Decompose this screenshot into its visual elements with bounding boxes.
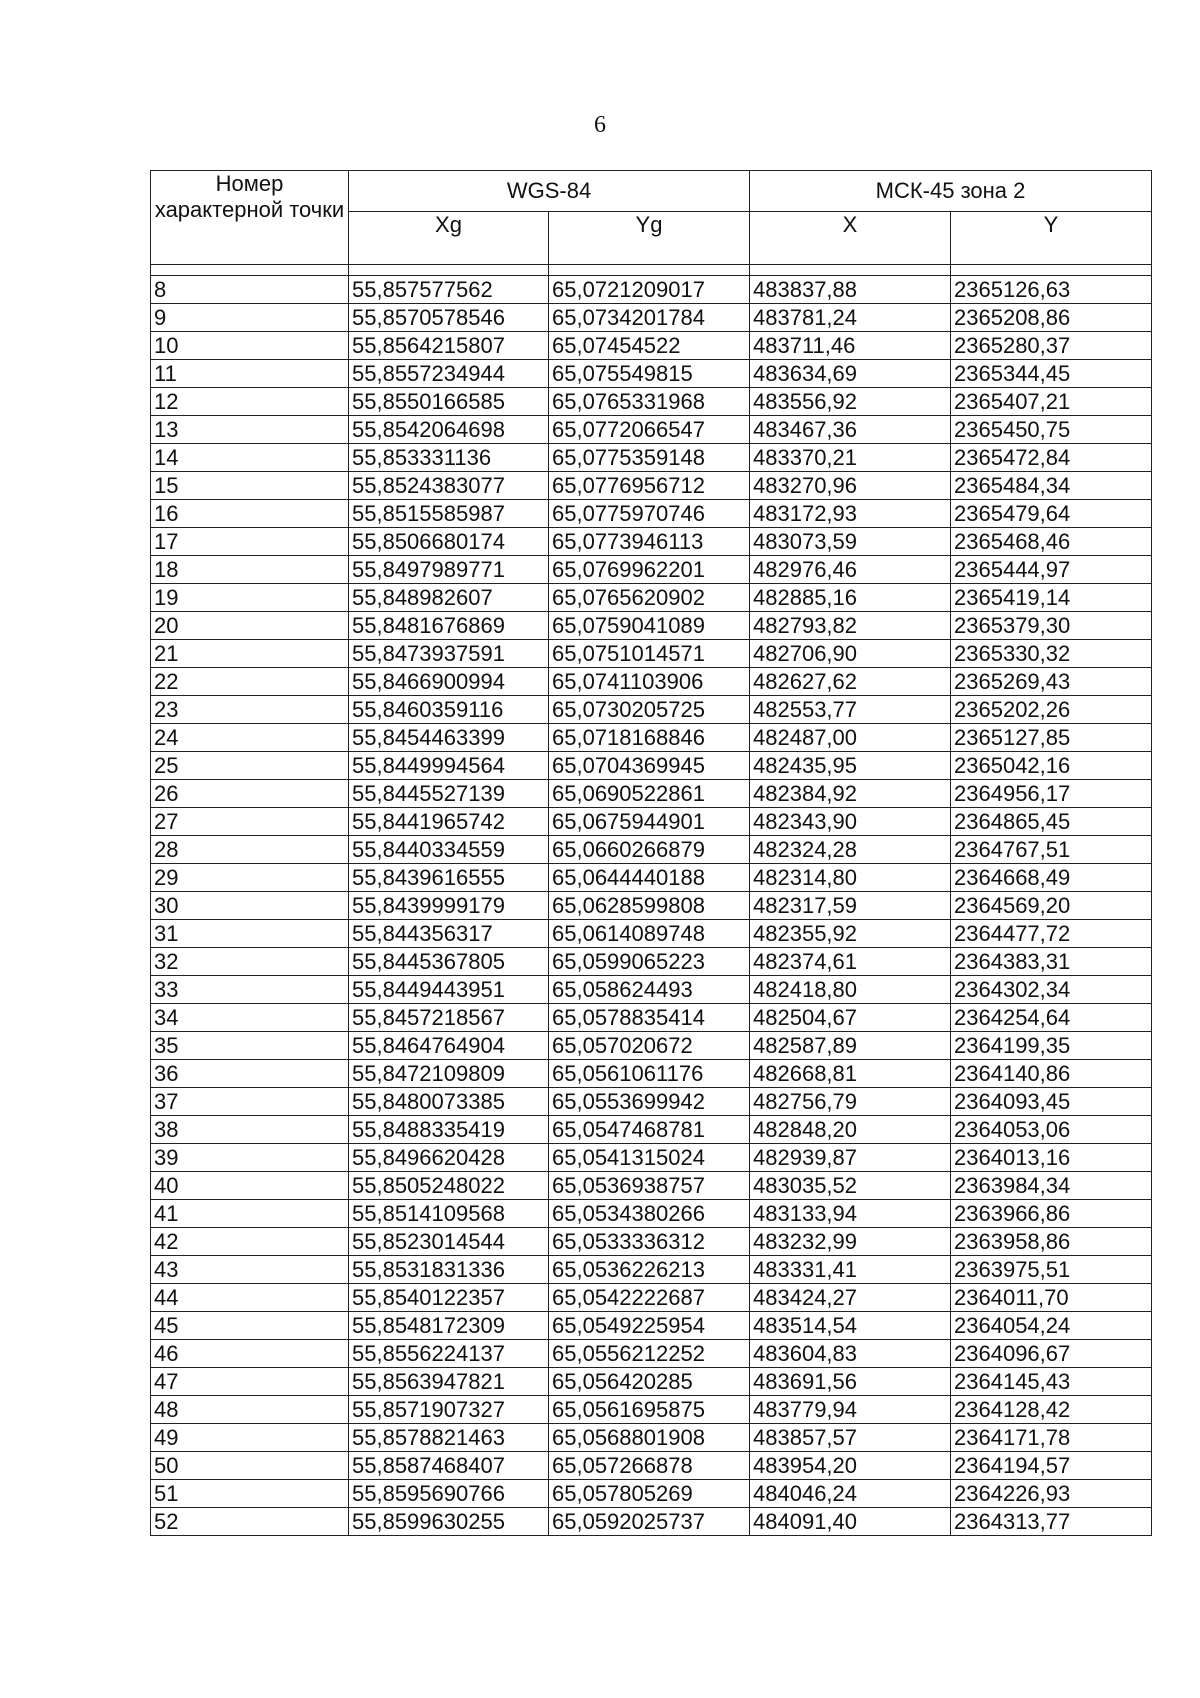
cell-point: 42 <box>151 1228 349 1256</box>
cell-x: 484046,24 <box>750 1480 951 1508</box>
cell-point: 18 <box>151 556 349 584</box>
cell-y: 2363984,34 <box>951 1172 1152 1200</box>
cell-xg: 55,8460359116 <box>349 696 549 724</box>
cell-point: 26 <box>151 780 349 808</box>
cell-yg: 65,0547468781 <box>549 1116 750 1144</box>
table-row <box>151 444 1152 472</box>
cell-xg: 55,8540122357 <box>349 1284 549 1312</box>
cell-xg: 55,8480073385 <box>349 1088 549 1116</box>
table-row <box>151 416 1152 444</box>
cell-yg: 65,0773946113 <box>549 528 750 556</box>
cell-xg: 55,8449994564 <box>349 752 549 780</box>
header-msk45: МСК-45 зона 2 <box>750 171 1152 212</box>
cell-point: 8 <box>151 276 349 304</box>
cell-y: 2364383,31 <box>951 948 1152 976</box>
table-row <box>151 1396 1152 1424</box>
cell-y: 2365127,85 <box>951 724 1152 752</box>
cell-x: 482374,61 <box>750 948 951 976</box>
cell-xg: 55,8505248022 <box>349 1172 549 1200</box>
cell-xg: 55,8481676869 <box>349 612 549 640</box>
cell-point: 9 <box>151 304 349 332</box>
cell-yg: 65,07454522 <box>549 332 750 360</box>
cell-yg: 65,0718168846 <box>549 724 750 752</box>
cell-point: 11 <box>151 360 349 388</box>
cell-point: 41 <box>151 1200 349 1228</box>
cell-y: 2365208,86 <box>951 304 1152 332</box>
cell-x: 482756,79 <box>750 1088 951 1116</box>
cell-point: 38 <box>151 1116 349 1144</box>
table-row <box>151 640 1152 668</box>
cell-point: 14 <box>151 444 349 472</box>
cell-xg: 55,8531831336 <box>349 1256 549 1284</box>
cell-y: 2364569,20 <box>951 892 1152 920</box>
cell-y: 2365379,30 <box>951 612 1152 640</box>
cell-yg: 65,0772066547 <box>549 416 750 444</box>
cell-yg: 65,0534380266 <box>549 1200 750 1228</box>
cell-y: 2365444,97 <box>951 556 1152 584</box>
cell-yg: 65,0592025737 <box>549 1508 750 1536</box>
cell-x: 483781,24 <box>750 304 951 332</box>
table-row <box>151 388 1152 416</box>
cell-yg: 65,0769962201 <box>549 556 750 584</box>
cell-point: 34 <box>151 1004 349 1032</box>
cell-x: 482706,90 <box>750 640 951 668</box>
table-row <box>151 1004 1152 1032</box>
cell-point: 47 <box>151 1368 349 1396</box>
cell-y: 2364668,49 <box>951 864 1152 892</box>
table-row <box>151 696 1152 724</box>
cell-xg: 55,8496620428 <box>349 1144 549 1172</box>
cell-y: 2365407,21 <box>951 388 1152 416</box>
cell-point: 39 <box>151 1144 349 1172</box>
cell-point: 12 <box>151 388 349 416</box>
cell-point: 17 <box>151 528 349 556</box>
table-header <box>151 171 1152 265</box>
cell-x: 483270,96 <box>750 472 951 500</box>
header-point-number: Номер характерной точки <box>151 171 349 265</box>
cell-y: 2364053,06 <box>951 1116 1152 1144</box>
cell-xg: 55,844356317 <box>349 920 549 948</box>
cell-point: 16 <box>151 500 349 528</box>
cell-yg: 65,0614089748 <box>549 920 750 948</box>
cell-point: 10 <box>151 332 349 360</box>
cell-yg: 65,058624493 <box>549 976 750 1004</box>
table-row <box>151 500 1152 528</box>
cell-x: 482504,67 <box>750 1004 951 1032</box>
cell-y: 2364226,93 <box>951 1480 1152 1508</box>
table-row <box>151 472 1152 500</box>
table-row <box>151 724 1152 752</box>
cell-x: 482487,00 <box>750 724 951 752</box>
cell-xg: 55,8445527139 <box>349 780 549 808</box>
cell-x: 482324,28 <box>750 836 951 864</box>
cell-yg: 65,0556212252 <box>549 1340 750 1368</box>
cell-x: 482343,90 <box>750 808 951 836</box>
cell-yg: 65,057266878 <box>549 1452 750 1480</box>
cell-y: 2365042,16 <box>951 752 1152 780</box>
cell-x: 482793,82 <box>750 612 951 640</box>
cell-yg: 65,0536938757 <box>549 1172 750 1200</box>
cell-point: 33 <box>151 976 349 1004</box>
table-row <box>151 612 1152 640</box>
cell-yg: 65,0776956712 <box>549 472 750 500</box>
table-row <box>151 864 1152 892</box>
cell-y: 2363966,86 <box>951 1200 1152 1228</box>
cell-x: 483514,54 <box>750 1312 951 1340</box>
cell-xg: 55,8570578546 <box>349 304 549 332</box>
cell-x: 483779,94 <box>750 1396 951 1424</box>
table-row <box>151 528 1152 556</box>
cell-y: 2364171,78 <box>951 1424 1152 1452</box>
table-row <box>151 1060 1152 1088</box>
cell-yg: 65,0721209017 <box>549 276 750 304</box>
cell-xg: 55,8449443951 <box>349 976 549 1004</box>
cell-x: 482587,89 <box>750 1032 951 1060</box>
table-row <box>151 584 1152 612</box>
cell-yg: 65,0734201784 <box>549 304 750 332</box>
table-row <box>151 1284 1152 1312</box>
table-row <box>151 1312 1152 1340</box>
cell-xg: 55,8473937591 <box>349 640 549 668</box>
table-row <box>151 1480 1152 1508</box>
cell-y: 2364254,64 <box>951 1004 1152 1032</box>
cell-xg: 55,8523014544 <box>349 1228 549 1256</box>
cell-point: 46 <box>151 1340 349 1368</box>
cell-xg: 55,8441965742 <box>349 808 549 836</box>
cell-yg: 65,0568801908 <box>549 1424 750 1452</box>
table-row <box>151 360 1152 388</box>
cell-y: 2364096,67 <box>951 1340 1152 1368</box>
cell-x: 483556,92 <box>750 388 951 416</box>
cell-point: 35 <box>151 1032 349 1060</box>
cell-point: 23 <box>151 696 349 724</box>
coordinates-table <box>150 170 1152 1536</box>
cell-y: 2365269,43 <box>951 668 1152 696</box>
cell-x: 482668,81 <box>750 1060 951 1088</box>
cell-x: 483370,21 <box>750 444 951 472</box>
cell-point: 49 <box>151 1424 349 1452</box>
cell-xg: 55,8556224137 <box>349 1340 549 1368</box>
cell-x: 483133,94 <box>750 1200 951 1228</box>
cell-y: 2363958,86 <box>951 1228 1152 1256</box>
cell-yg: 65,0775359148 <box>549 444 750 472</box>
cell-yg: 65,0578835414 <box>549 1004 750 1032</box>
cell-x: 482418,80 <box>750 976 951 1004</box>
cell-x: 483073,59 <box>750 528 951 556</box>
cell-point: 13 <box>151 416 349 444</box>
header-yg: Yg <box>549 212 750 265</box>
cell-x: 483857,57 <box>750 1424 951 1452</box>
cell-xg: 55,8439616555 <box>349 864 549 892</box>
cell-x: 482355,92 <box>750 920 951 948</box>
cell-point: 48 <box>151 1396 349 1424</box>
header-wgs84: WGS-84 <box>349 171 750 212</box>
table-row <box>151 808 1152 836</box>
cell-xg: 55,8514109568 <box>349 1200 549 1228</box>
table-row <box>151 276 1152 304</box>
cell-point: 32 <box>151 948 349 976</box>
cell-x: 482627,62 <box>750 668 951 696</box>
cell-x: 482384,92 <box>750 780 951 808</box>
cell-point: 15 <box>151 472 349 500</box>
cell-xg: 55,8548172309 <box>349 1312 549 1340</box>
cell-point: 22 <box>151 668 349 696</box>
cell-xg: 55,8542064698 <box>349 416 549 444</box>
cell-yg: 65,056420285 <box>549 1368 750 1396</box>
table-row <box>151 976 1152 1004</box>
cell-xg: 55,8571907327 <box>349 1396 549 1424</box>
table-row <box>151 556 1152 584</box>
table-row <box>151 332 1152 360</box>
table-row <box>151 1452 1152 1480</box>
cell-y: 2364956,17 <box>951 780 1152 808</box>
cell-xg: 55,8578821463 <box>349 1424 549 1452</box>
table-row <box>151 1368 1152 1396</box>
cell-y: 2363975,51 <box>951 1256 1152 1284</box>
table-row <box>151 1256 1152 1284</box>
cell-xg: 55,8457218567 <box>349 1004 549 1032</box>
table-row <box>151 668 1152 696</box>
table-row <box>151 1424 1152 1452</box>
cell-point: 43 <box>151 1256 349 1284</box>
cell-yg: 65,0775970746 <box>549 500 750 528</box>
table-row <box>151 304 1152 332</box>
cell-xg: 55,8497989771 <box>349 556 549 584</box>
table-row <box>151 1228 1152 1256</box>
cell-xg: 55,8466900994 <box>349 668 549 696</box>
table-row <box>151 1340 1152 1368</box>
cell-y: 2365472,84 <box>951 444 1152 472</box>
table-row <box>151 1144 1152 1172</box>
cell-y: 2364199,35 <box>951 1032 1152 1060</box>
cell-xg: 55,8515585987 <box>349 500 549 528</box>
table-row <box>151 1200 1152 1228</box>
cell-xg: 55,8488335419 <box>349 1116 549 1144</box>
cell-point: 44 <box>151 1284 349 1312</box>
cell-y: 2364194,57 <box>951 1452 1152 1480</box>
cell-x: 483232,99 <box>750 1228 951 1256</box>
cell-xg: 55,8464764904 <box>349 1032 549 1060</box>
cell-y: 2365484,34 <box>951 472 1152 500</box>
cell-yg: 65,0675944901 <box>549 808 750 836</box>
cell-x: 484091,40 <box>750 1508 951 1536</box>
cell-yg: 65,0542222687 <box>549 1284 750 1312</box>
cell-y: 2364128,42 <box>951 1396 1152 1424</box>
cell-xg: 55,8564215807 <box>349 332 549 360</box>
cell-y: 2364302,34 <box>951 976 1152 1004</box>
cell-yg: 65,0561061176 <box>549 1060 750 1088</box>
cell-y: 2365344,45 <box>951 360 1152 388</box>
cell-yg: 65,0561695875 <box>549 1396 750 1424</box>
cell-point: 21 <box>151 640 349 668</box>
table-row <box>151 780 1152 808</box>
cell-xg: 55,8599630255 <box>349 1508 549 1536</box>
cell-x: 483331,41 <box>750 1256 951 1284</box>
cell-x: 483424,27 <box>750 1284 951 1312</box>
cell-yg: 65,0660266879 <box>549 836 750 864</box>
cell-xg: 55,8454463399 <box>349 724 549 752</box>
cell-y: 2364013,16 <box>951 1144 1152 1172</box>
table-row <box>151 752 1152 780</box>
cell-xg: 55,857577562 <box>349 276 549 304</box>
cell-yg: 65,0628599808 <box>549 892 750 920</box>
cell-yg: 65,0690522861 <box>549 780 750 808</box>
cell-x: 483691,56 <box>750 1368 951 1396</box>
table-row <box>151 836 1152 864</box>
cell-xg: 55,8472109809 <box>349 1060 549 1088</box>
cell-yg: 65,057020672 <box>549 1032 750 1060</box>
cell-point: 45 <box>151 1312 349 1340</box>
cell-point: 30 <box>151 892 349 920</box>
cell-y: 2364054,24 <box>951 1312 1152 1340</box>
cell-yg: 65,0765620902 <box>549 584 750 612</box>
cell-point: 24 <box>151 724 349 752</box>
cell-point: 31 <box>151 920 349 948</box>
cell-x: 482939,87 <box>750 1144 951 1172</box>
cell-yg: 65,0541315024 <box>549 1144 750 1172</box>
cell-point: 52 <box>151 1508 349 1536</box>
cell-y: 2364767,51 <box>951 836 1152 864</box>
cell-x: 483172,93 <box>750 500 951 528</box>
cell-point: 29 <box>151 864 349 892</box>
cell-yg: 65,0751014571 <box>549 640 750 668</box>
table-row <box>151 1032 1152 1060</box>
cell-y: 2365468,46 <box>951 528 1152 556</box>
cell-xg: 55,8445367805 <box>349 948 549 976</box>
cell-x: 482317,59 <box>750 892 951 920</box>
cell-x: 482553,77 <box>750 696 951 724</box>
cell-point: 27 <box>151 808 349 836</box>
cell-yg: 65,0759041089 <box>549 612 750 640</box>
cell-yg: 65,0730205725 <box>549 696 750 724</box>
cell-yg: 65,0536226213 <box>549 1256 750 1284</box>
cell-point: 37 <box>151 1088 349 1116</box>
cell-y: 2365450,75 <box>951 416 1152 444</box>
cell-xg: 55,8587468407 <box>349 1452 549 1480</box>
cell-x: 482314,80 <box>750 864 951 892</box>
cell-xg: 55,8524383077 <box>349 472 549 500</box>
cell-point: 50 <box>151 1452 349 1480</box>
cell-yg: 65,0549225954 <box>549 1312 750 1340</box>
cell-x: 482435,95 <box>750 752 951 780</box>
header-spacer <box>151 265 1152 276</box>
cell-y: 2364145,43 <box>951 1368 1152 1396</box>
table-row <box>151 948 1152 976</box>
cell-point: 20 <box>151 612 349 640</box>
cell-y: 2364093,45 <box>951 1088 1152 1116</box>
cell-y: 2365126,63 <box>951 276 1152 304</box>
cell-y: 2365419,14 <box>951 584 1152 612</box>
table-row <box>151 1172 1152 1200</box>
cell-yg: 65,0644440188 <box>549 864 750 892</box>
cell-y: 2365202,26 <box>951 696 1152 724</box>
table-row <box>151 1116 1152 1144</box>
cell-yg: 65,0599065223 <box>549 948 750 976</box>
cell-point: 36 <box>151 1060 349 1088</box>
cell-xg: 55,8595690766 <box>349 1480 549 1508</box>
cell-x: 483035,52 <box>750 1172 951 1200</box>
cell-x: 483954,20 <box>750 1452 951 1480</box>
cell-point: 51 <box>151 1480 349 1508</box>
cell-yg: 65,075549815 <box>549 360 750 388</box>
page-number: 6 <box>594 112 606 138</box>
cell-y: 2364313,77 <box>951 1508 1152 1536</box>
cell-point: 25 <box>151 752 349 780</box>
cell-y: 2364477,72 <box>951 920 1152 948</box>
cell-yg: 65,0765331968 <box>549 388 750 416</box>
cell-x: 482885,16 <box>750 584 951 612</box>
header-xg: Xg <box>349 212 549 265</box>
cell-yg: 65,0741103906 <box>549 668 750 696</box>
cell-point: 40 <box>151 1172 349 1200</box>
cell-y: 2365280,37 <box>951 332 1152 360</box>
cell-yg: 65,0533336312 <box>549 1228 750 1256</box>
cell-y: 2364140,86 <box>951 1060 1152 1088</box>
cell-yg: 65,0704369945 <box>549 752 750 780</box>
cell-yg: 65,0553699942 <box>549 1088 750 1116</box>
table-row <box>151 920 1152 948</box>
cell-y: 2364865,45 <box>951 808 1152 836</box>
cell-y: 2364011,70 <box>951 1284 1152 1312</box>
table-row <box>151 1508 1152 1536</box>
cell-x: 483634,69 <box>750 360 951 388</box>
cell-y: 2365330,32 <box>951 640 1152 668</box>
cell-yg: 65,057805269 <box>549 1480 750 1508</box>
cell-x: 482848,20 <box>750 1116 951 1144</box>
cell-xg: 55,8506680174 <box>349 528 549 556</box>
cell-xg: 55,8439999179 <box>349 892 549 920</box>
cell-y: 2365479,64 <box>951 500 1152 528</box>
cell-xg: 55,8557234944 <box>349 360 549 388</box>
cell-xg: 55,8440334559 <box>349 836 549 864</box>
table-row <box>151 1088 1152 1116</box>
cell-x: 483837,88 <box>750 276 951 304</box>
cell-x: 483711,46 <box>750 332 951 360</box>
cell-xg: 55,8550166585 <box>349 388 549 416</box>
header-y: Y <box>951 212 1152 265</box>
cell-x: 483467,36 <box>750 416 951 444</box>
cell-xg: 55,848982607 <box>349 584 549 612</box>
table-row <box>151 892 1152 920</box>
cell-point: 19 <box>151 584 349 612</box>
cell-xg: 55,8563947821 <box>349 1368 549 1396</box>
table-body <box>151 276 1152 1536</box>
cell-x: 482976,46 <box>750 556 951 584</box>
cell-xg: 55,853331136 <box>349 444 549 472</box>
header-x: X <box>750 212 951 265</box>
cell-x: 483604,83 <box>750 1340 951 1368</box>
cell-point: 28 <box>151 836 349 864</box>
